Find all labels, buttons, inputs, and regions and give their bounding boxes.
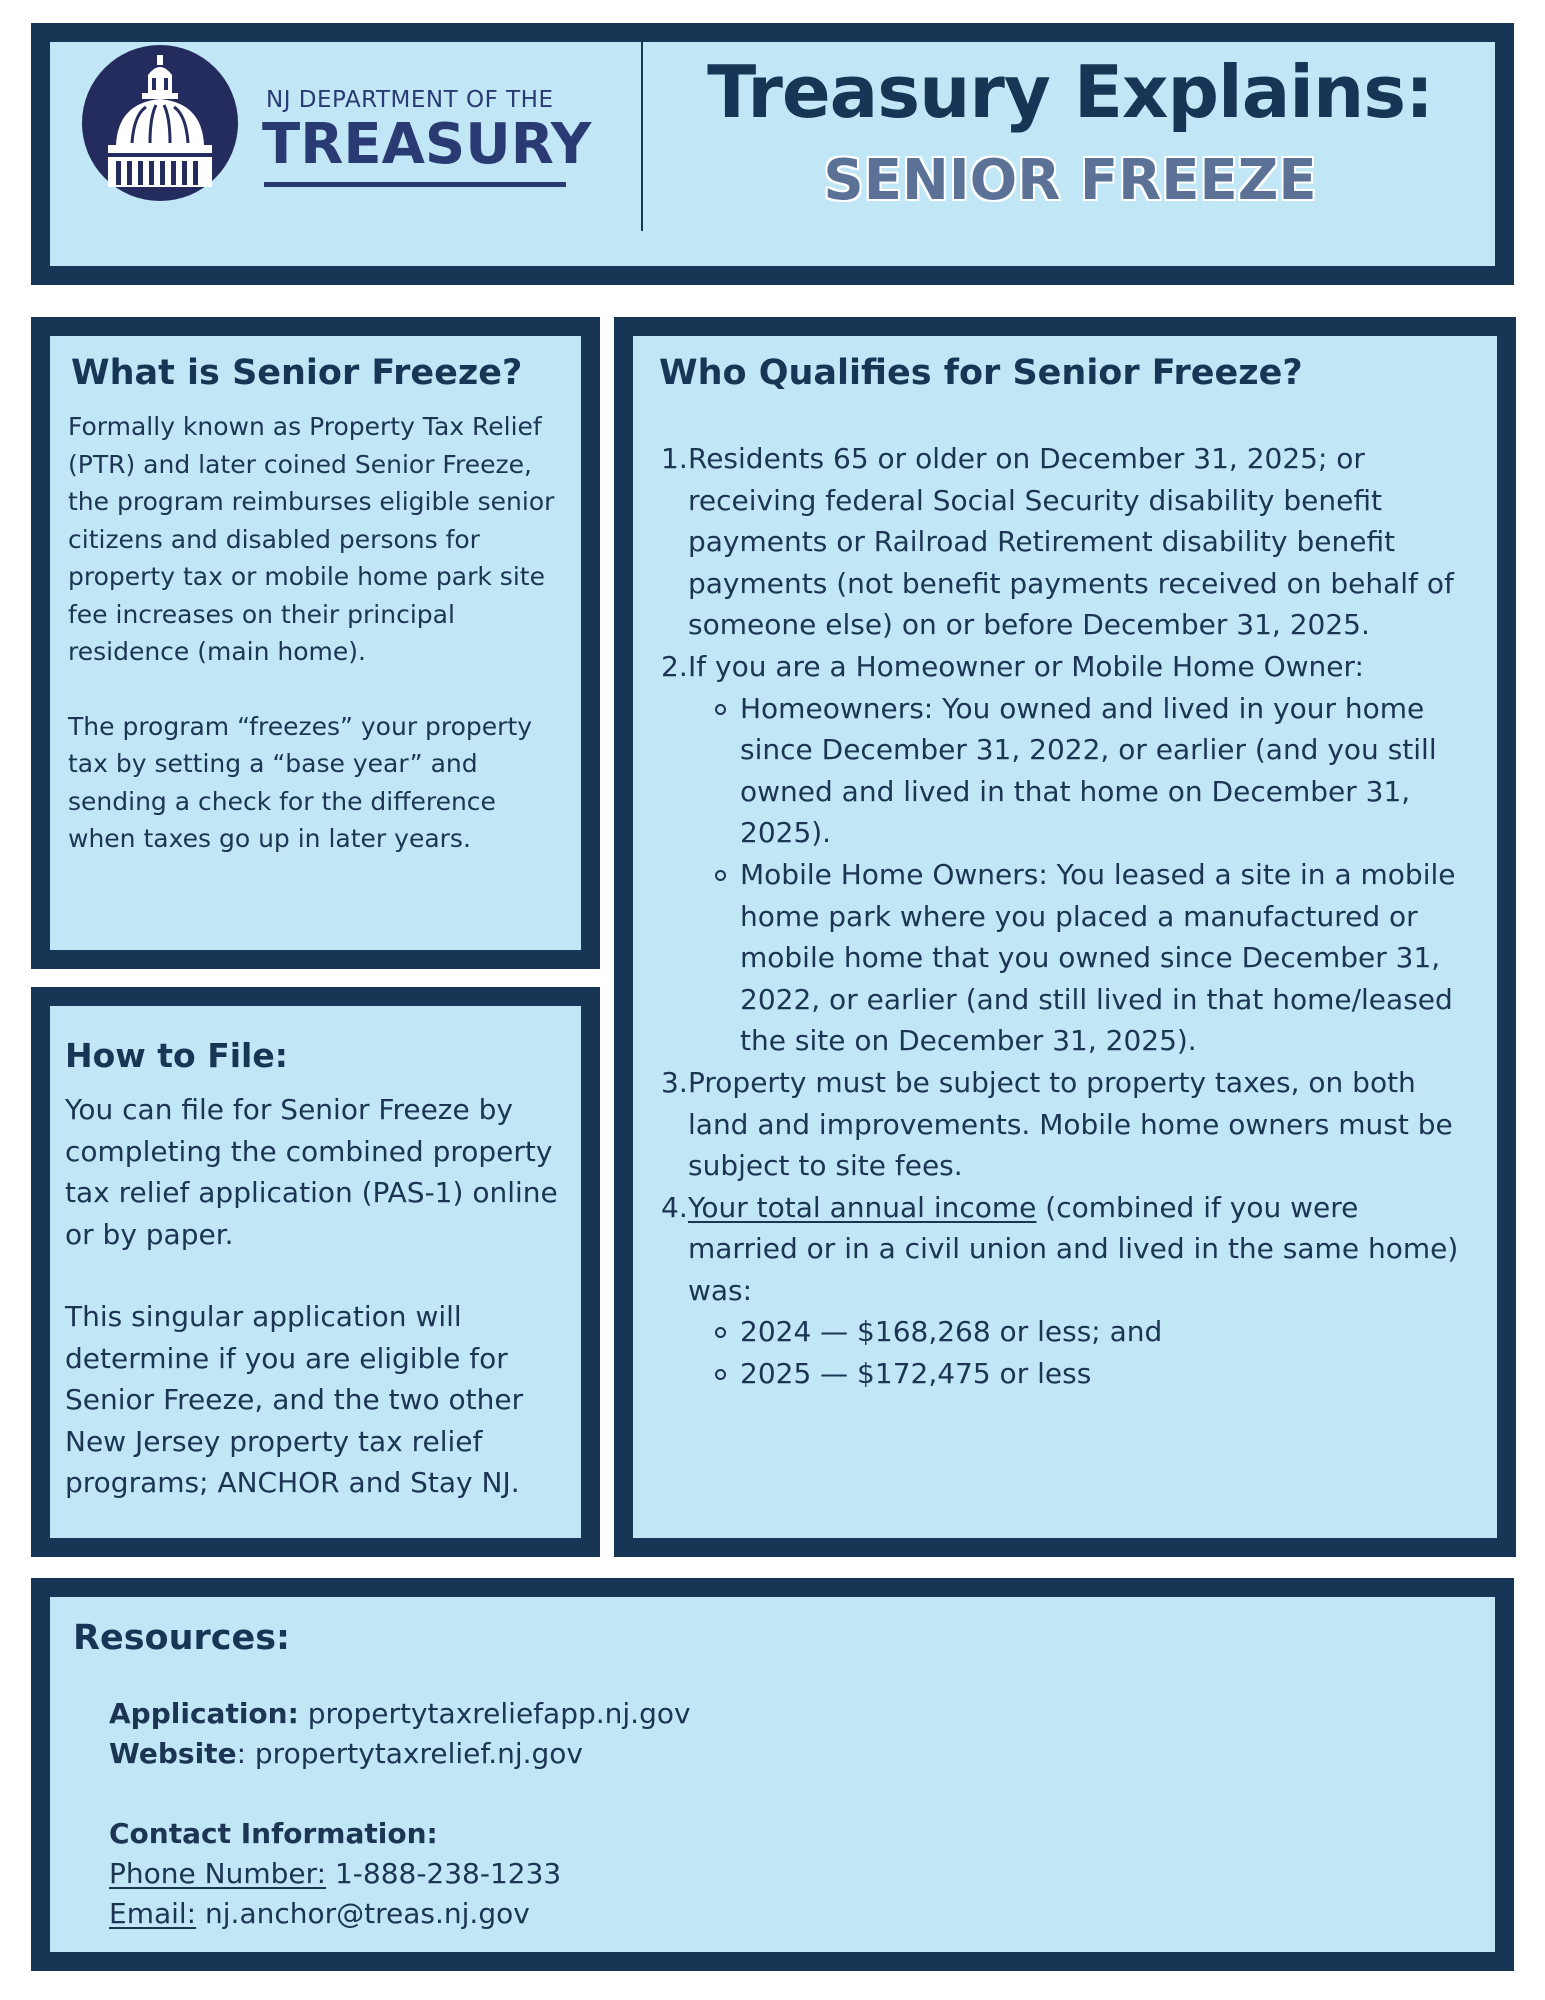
sub-item-text: 2024 — $168,268 or less; and <box>740 1315 1163 1349</box>
resources-panel <box>31 1578 1514 1971</box>
item-text: Residents 65 or older on December 31, 2025; or receiving federal Social Security disability benefit payments or Railroad Retirement disability benefit payments (not benefit payments received on behalf of someone else) on or before December 31, 2025. <box>688 442 1454 642</box>
sub-list-item <box>740 688 1471 854</box>
what-is-paragraph-2: The program “freezes” your property tax by setting a “base year” and sending a check for the difference when taxes go up in later years. <box>68 711 533 853</box>
email-label: Email: <box>109 1897 197 1930</box>
qualification-item <box>661 1187 1471 1395</box>
phone-label: Phone Number: <box>109 1857 327 1890</box>
item-text: (combined if you were married or in a civil union and lived in the same home) was: <box>688 1190 1459 1307</box>
capitol-dome-icon <box>82 45 238 201</box>
item-text: If you are a Homeowner or Mobile Home Owner: <box>688 649 1364 683</box>
who-qualifies-panel <box>614 317 1516 1557</box>
sub-list-item <box>740 1353 1471 1395</box>
circle-bullet-icon <box>715 1327 726 1338</box>
sub-list-item <box>740 1311 1471 1353</box>
item-number: 4. <box>661 1190 688 1224</box>
sub-item-text: Homeowners: You owned and lived in your home since December 31, 2022, or earlier (and you still owned and lived in that home on December 31, 2025). <box>740 691 1437 850</box>
sub-item-text: 2025 — $172,475 or less <box>740 1357 1092 1391</box>
item-number: 1. <box>661 442 688 475</box>
sub-list-item <box>740 854 1471 1062</box>
application-link[interactable]: propertytaxreliefapp.nj.gov <box>298 1697 691 1730</box>
qualification-item <box>661 438 1471 646</box>
item-text: Property must be subject to property taxes, on both land and improvements. Mobile home owners must be subject to site fees. <box>688 1065 1453 1183</box>
email-line <box>109 1894 691 1934</box>
application-line <box>109 1694 691 1734</box>
circle-bullet-icon <box>715 1369 726 1380</box>
item-number: 3. <box>661 1065 688 1099</box>
what-is-paragraph-1: Formally known as Property Tax Relief (PTR) and later coined Senior Freeze, the program reimburses eligible senior citizens and disabled persons for property tax or mobile home park site fee increases on their principal residence (main home). <box>68 412 555 666</box>
how-to-file-paragraph-2: This singular application will determine if you are eligible for Senior Freeze, and the two other New Jersey property tax relief programs; ANCHOR and Stay NJ. <box>65 1300 524 1499</box>
circle-bullet-icon <box>715 704 726 715</box>
what-is-panel <box>31 317 600 969</box>
org-underline <box>264 182 566 187</box>
page-title: Treasury Explains: <box>707 50 1433 134</box>
how-to-file-body <box>65 1089 585 1504</box>
email-link[interactable]: nj.anchor@treas.nj.gov <box>196 1897 530 1930</box>
page-subtitle: SENIOR FREEZE <box>823 148 1317 213</box>
application-label: Application: <box>109 1697 299 1730</box>
how-to-file-paragraph-1: You can file for Senior Freeze by completing the combined property tax relief application (PAS-1) online or by paper. <box>65 1093 558 1251</box>
sub-list <box>688 688 1471 1062</box>
sub-list <box>688 1311 1471 1394</box>
resources-body <box>109 1694 691 1934</box>
contact-heading <box>109 1814 691 1854</box>
phone-number[interactable]: 1-888-238-1233 <box>326 1857 562 1890</box>
org-name-small: NJ DEPARTMENT OF THE <box>266 87 554 113</box>
how-to-file-heading: How to File: <box>65 1036 288 1075</box>
org-name-large: TREASURY <box>262 112 592 177</box>
website-link[interactable]: : propertytaxrelief.nj.gov <box>236 1737 583 1770</box>
qualification-list <box>661 438 1471 1395</box>
how-to-file-panel <box>31 987 600 1557</box>
what-is-body <box>68 408 558 858</box>
phone-line <box>109 1854 691 1894</box>
website-label: Website <box>109 1737 237 1770</box>
sub-item-text: Mobile Home Owners: You leased a site in a mobile home park where you placed a manufactured or mobile home that you owned since December 31, 2022, or earlier (and still lived in that home/leased the site on December 31, 2025). <box>740 857 1456 1058</box>
header-divider <box>641 41 643 231</box>
qualification-item <box>661 646 1471 1062</box>
income-link[interactable]: Your total annual income <box>688 1190 1037 1224</box>
contact-heading-text: Contact Information: <box>109 1817 438 1850</box>
qualification-item <box>661 1062 1471 1187</box>
resources-heading: Resources: <box>73 1618 291 1658</box>
what-is-heading: What is Senior Freeze? <box>71 353 523 393</box>
website-line <box>109 1734 691 1774</box>
item-number: 2. <box>661 649 688 683</box>
circle-bullet-icon <box>715 870 726 881</box>
who-qualifies-heading: Who Qualifies for Senior Freeze? <box>659 353 1303 393</box>
